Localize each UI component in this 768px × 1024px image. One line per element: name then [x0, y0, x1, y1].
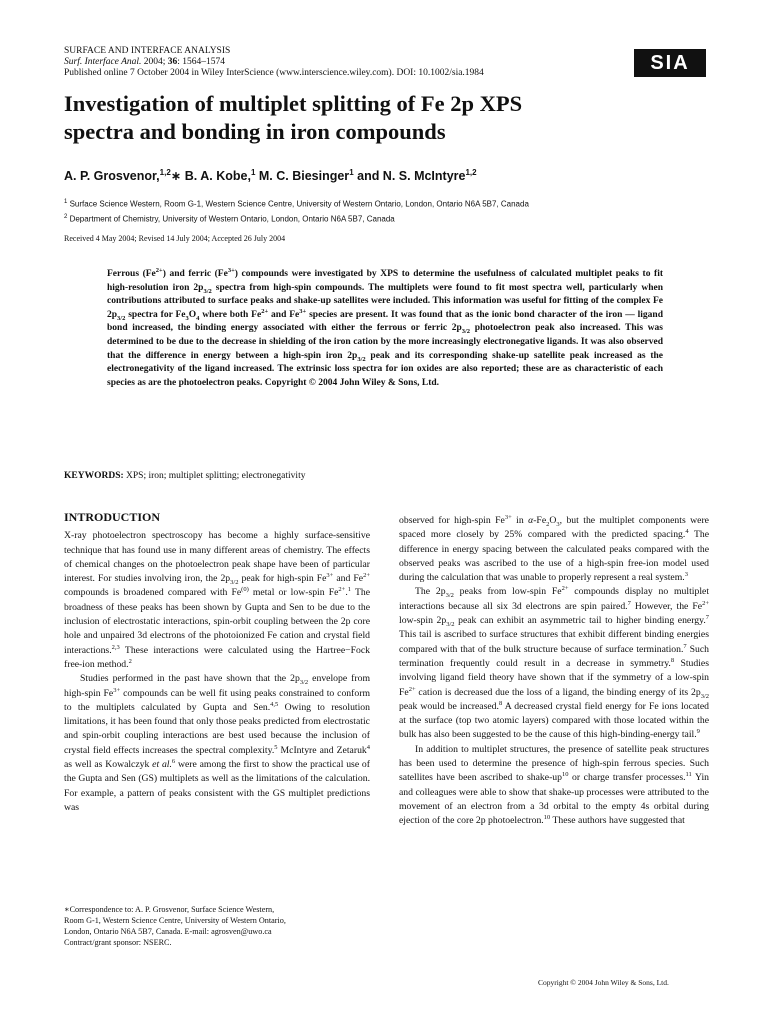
title-line: Investigation of multiplet splitting of Fe 2p XPS [64, 91, 523, 116]
publication-info: Published online 7 October 2004 in Wiley InterScience (www.interscience.wiley.com). DOI: 10.1002/sia.1984 [64, 68, 484, 78]
citation-pages: : 1564–1574 [177, 57, 226, 67]
keywords-list: XPS; iron; multiplet splitting; electronegativity [123, 471, 306, 481]
citation [64, 57, 604, 68]
keywords [64, 471, 305, 481]
affiliations [64, 196, 704, 226]
author-name: B. A. Kobe, [181, 169, 251, 184]
affiliation: $^2$ Department of Chemistry, University of Western Ontario, London, Ontario N6A 5B7, Canada [64, 214, 395, 224]
footnote-line: London, Ontario N6A 5B7, Canada. E-mail: agrosven@uwo.ca [64, 927, 272, 936]
column-left [64, 510, 370, 815]
citation-journal: Surf. Interface Anal. [64, 57, 142, 67]
author-name: and N. S. McIntyre [353, 169, 466, 184]
journal-name: SURFACE AND INTERFACE ANALYSIS [64, 46, 231, 56]
corresponding-mark: ∗ [170, 169, 182, 184]
citation-volume: 36 [167, 57, 178, 67]
footnote-line: Room G-1, Western Science Centre, University of Western Ontario, [64, 916, 286, 925]
section-heading: INTRODUCTION [64, 510, 161, 524]
paragraph: observed for high-spin $Fe^{3+}$ in $\alpha-Fe_2O_3$, but the multiplet components were spaced more closely by 25% compared with the predicted spacing.$^4$ The difference in energy spacing between the calculated peaks compared with the observed peaks was ascribed to the use of a high-spin free-ion model used during the calculation that was unable to properly represent a real system.$^3$ [399, 513, 710, 584]
paragraph: The $2p_{3/2}$ peaks from low-spin $Fe^{2+}$ compounds display no multiplet interactions because all six 3d electrons are spin paired.$^7$ However, the $Fe^{2+}$ low-spin $2p_{3/2}$ peak can exhibit an asymmetric tail to higher binding energy.$^7$ This tail is ascribed to surface structures that exhibit different binding energies compared with that of the bulk structure because of surface termination.$^7$ Such termination frequently could result in a decrease in symmetry.$^8$ Studies involving ligand field theory have shown that if the symmetry of a low-spin $Fe^{2+}$ cation is decreased due the loss of a ligand, the binding energy of its $2p_{3/2}$ peak would be increased.$^8$ A decreased crystal field energy for Fe ions located at the surface (top two atomic layers) compared with those located within the bulk has also been suggested to be the cause of this high-binding-energy tail.$^9$ [399, 585, 710, 741]
journal-logo: SIA [634, 49, 706, 77]
author-name: A. P. Grosvenor, [64, 169, 160, 184]
citation-year: 2004; [143, 57, 166, 67]
column-right [399, 514, 709, 829]
running-header [64, 46, 604, 79]
received-dates: Received 4 May 2004; Revised 14 July 2004; Accepted 26 July 2004 [64, 234, 286, 243]
author-affiliation: 1,2 [159, 168, 171, 177]
keywords-label: KEYWORDS: [64, 471, 124, 481]
author-affiliation: 1 [250, 168, 256, 177]
paragraph: In addition to multiplet structures, the presence of satellite peak structures has been used to determine the presence of high-spin ferrous species. Such satellites have been ascribed to shake-$up^{10}$ or charge transfer processes.$^{11}$ Yin and colleagues were able to show that shake-up processes were attributed to the movement of an electron from a 3d orbital to the empty 4s orbital during ejection of the core 2p photoelectron.$^{10}$ These authors have suggested that [399, 743, 709, 827]
paragraph: X-ray photoelectron spectroscopy has become a highly surface-sensitive technique that has found use in many different areas of chemistry. The effects of chemical changes on the photoelectron peak shape have been of particular interest. For studies involving iron, the $2p_{3/2}$ peak for high-spin $Fe^{3+}$ and $Fe^{2+}$ compounds is broadened compared with Fe$^{(0)}$ metal or low-spin $Fe^{2+}.^1$ The broadness of these peaks has been shown by Gupta and Sen to be due to the inclusion of electrostatic interactions, spin-orbit coupling between the 2p core hole and unpaired 3d electrons of the photoionized Fe cation and crystal field interactions.$^{2,3}$ These interactions were calculated using the Hartree−Fock free-ion method.$^2$ [64, 530, 371, 670]
author-affiliation: 1,2 [465, 168, 477, 177]
correspondence-footnote [64, 904, 384, 948]
author-affiliation: 1 [349, 168, 354, 177]
author-name: M. C. Biesinger [255, 169, 350, 184]
copyright-footer: Copyright © 2004 John Wiley & Sons, Ltd. [538, 978, 669, 987]
author-list [64, 168, 704, 183]
footnote-line: Contract/grant sponsor: NSERC. [64, 938, 172, 947]
title-line: spectra and bonding in iron compounds [64, 119, 446, 144]
paragraph: Studies performed in the past have shown that the $2p_{3/2}$ envelope from high-spin $Fe^{3+}$ compounds can be well fit using peaks constrained to conform to the multiplets calculated by Gupta and Sen.$^{4,5}$ Owing to resolution limitations, it has been found that only those peaks predicted from electrostatic and spin-orbit coupling interactions are best used because the inclusion of crystal field effects increases the spectral complexity.$^5$ McIntyre and Zetaruk$^4$ as well as Kowalczyk et al.$^6$ were among the first to show the practical use of the Gupta and Sen (GS) multiplets as well as the limitations of the calculation. For example, a pattern of peaks consistent with the GS multiplet predictions was [64, 673, 371, 813]
abstract: Ferrous $(Fe^{2+})$ and ferric $(Fe^{3+})$ compounds were investigated by XPS to determine the usefulness of calculated multiplet peaks to fit high-resolution iron $2p_{3/2}$ spectra from high-spin compounds. The multiplets were found to fit most spectra well, particularly when contributions attributed to surface peaks and shake-up satellites were included. This information was useful for fitting of the complex Fe $2p_{3/2}$ spectra for $Fe_3O_4$ where both $Fe^{2+}$ and $Fe^{3+}$ species are present. It was found that as the ionic bond character of the iron — ligand bond increased, the binding energy associated with either the ferrous or ferric $2p_{3/2}$ photoelectron peak also increased. This was determined to be due to the decrease in shielding of the iron cation by the more increasingly electronegative ligands. It was also observed that the difference in energy between a high-spin iron $2p_{3/2}$ peak and its corresponding shake-up satellite peak increased as the electronegativity of the ligand increased. The extrinsic loss spectra for ion oxides are also reported; these are as characteristic of each species as are the photoelectron peaks. Copyright © 2004 John Wiley & Sons, Ltd. [107, 266, 663, 388]
paper-title [64, 90, 684, 146]
footnote-line: ∗Correspondence to: A. P. Grosvenor, Surface Science Western, [64, 905, 275, 914]
affiliation: $^1$ Surface Science Western, Room G-1, Western Science Centre, University of Western Ontario, London, Ontario N6A 5B7, Canada [64, 199, 529, 209]
